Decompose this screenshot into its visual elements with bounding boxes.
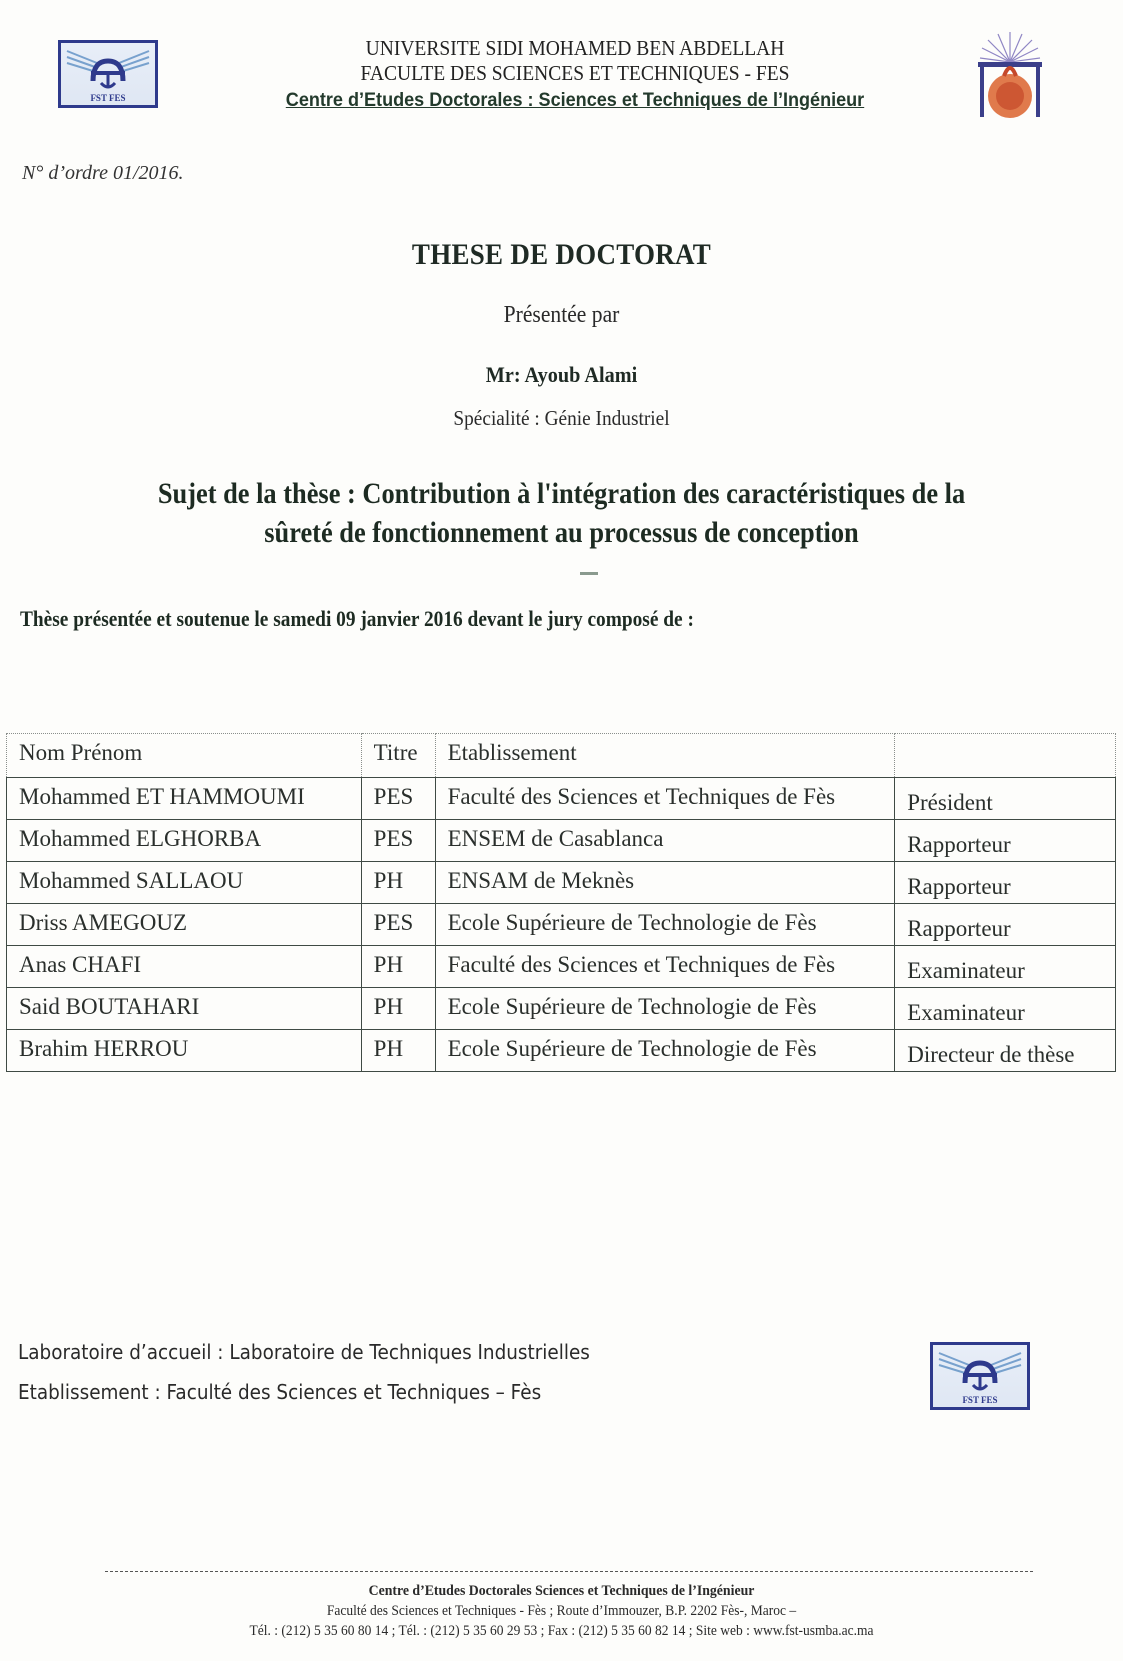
scan-mark (580, 572, 598, 575)
subject-line-2: sûreté de fonctionnement au processus de conception (264, 516, 859, 549)
cell-title: PES (361, 904, 435, 946)
logo-label: FST FES (962, 1395, 998, 1405)
cell-institution: Ecole Supérieure de Technologie de Fès (435, 904, 895, 946)
cell-institution: ENSEM de Casablanca (435, 820, 895, 862)
cell-institution: Faculté des Sciences et Techniques de Fès (435, 946, 895, 988)
table-row (7, 904, 1116, 946)
cell-institution: Ecole Supérieure de Technologie de Fès (435, 1030, 895, 1072)
cell-title: PES (361, 820, 435, 862)
establishment: Etablissement : Faculté des Sciences et Techniques – Fès (18, 1380, 542, 1404)
table-row (7, 988, 1116, 1030)
table-row (7, 778, 1116, 820)
cell-institution: ENSAM de Meknès (435, 862, 895, 904)
thesis-title: THESE DE DOCTORAT (411, 238, 712, 271)
table-header-row (7, 734, 1116, 778)
cell-institution: Faculté des Sciences et Techniques de Fès (435, 778, 895, 820)
cell-title: PH (361, 862, 435, 904)
cell-role: Président (895, 778, 1116, 820)
footer-divider (105, 1571, 1033, 1572)
subject-line-1: Sujet de la thèse : Contribution à l'intégration des caractéristiques de la (157, 477, 966, 510)
author-name: Mr: Ayoub Alami (485, 362, 638, 387)
host-laboratory: Laboratoire d’accueil : Laboratoire de Techniques Industrielles (18, 1340, 590, 1364)
cell-name: Mohammed SALLAOU (7, 862, 362, 904)
cell-name: Mohammed ET HAMMOUMI (7, 778, 362, 820)
footer-contacts: Tél. : (212) 5 35 60 80 14 ; Tél. : (212) 5 35 60 29 53 ; Fax : (212) 5 35 60 82 14 ; Site web : www.fst-usmba.ac.ma (249, 1623, 874, 1639)
cell-role: Examinateur (895, 988, 1116, 1030)
footer-address: Faculté des Sciences et Techniques - Fès ; Route d’Immouzer, B.P. 2202 Fès-, Maroc – (326, 1603, 797, 1619)
order-number: N° d’ordre 01/2016. (22, 162, 184, 184)
cell-name: Anas CHAFI (7, 946, 362, 988)
cell-title: PES (361, 778, 435, 820)
doctoral-center: Centre d’Etudes Doctorales : Sciences et Techniques de l’Ingénieur (285, 90, 865, 111)
cell-role: Rapporteur (895, 904, 1116, 946)
usmba-emblem-icon (970, 30, 1050, 122)
jury-table (6, 733, 1116, 1072)
cell-title: PH (361, 946, 435, 988)
table-row (7, 1030, 1116, 1072)
presented-by: Présentée par (503, 302, 620, 328)
cell-name: Brahim HERROU (7, 1030, 362, 1072)
cell-role: Examinateur (895, 946, 1116, 988)
thesis-subject (67, 474, 1055, 552)
speciality: Spécialité : Génie Industriel (453, 406, 670, 430)
column-header-title: Titre (361, 734, 435, 778)
logo-label: FST FES (90, 93, 126, 103)
cell-name: Mohammed ELGHORBA (7, 820, 362, 862)
university-name: UNIVERSITE SIDI MOHAMED BEN ABDELLAH (365, 36, 785, 60)
cell-title: PH (361, 1030, 435, 1072)
table-row (7, 946, 1116, 988)
letterhead (200, 36, 950, 112)
faculty-name: FACULTE DES SCIENCES ET TECHNIQUES - FES (360, 61, 790, 85)
footer-center-name: Centre d’Etudes Doctorales Sciences et Techniques de l’Ingénieur (368, 1583, 755, 1599)
cell-role: Rapporteur (895, 820, 1116, 862)
column-header-institution: Etablissement (435, 734, 895, 778)
cell-institution: Ecole Supérieure de Technologie de Fès (435, 988, 895, 1030)
table-row (7, 820, 1116, 862)
cell-role: Directeur de thèse (895, 1030, 1116, 1072)
cell-name: Said BOUTAHARI (7, 988, 362, 1030)
column-header-role (895, 734, 1116, 778)
fst-fes-logo-icon (58, 40, 158, 108)
defense-statement: Thèse présentée et soutenue le samedi 09 janvier 2016 devant le jury composé de : (20, 606, 694, 631)
cell-role: Rapporteur (895, 862, 1116, 904)
cell-name: Driss AMEGOUZ (7, 904, 362, 946)
fst-fes-logo-icon (930, 1342, 1030, 1410)
cell-title: PH (361, 988, 435, 1030)
table-row (7, 862, 1116, 904)
column-header-name: Nom Prénom (7, 734, 362, 778)
